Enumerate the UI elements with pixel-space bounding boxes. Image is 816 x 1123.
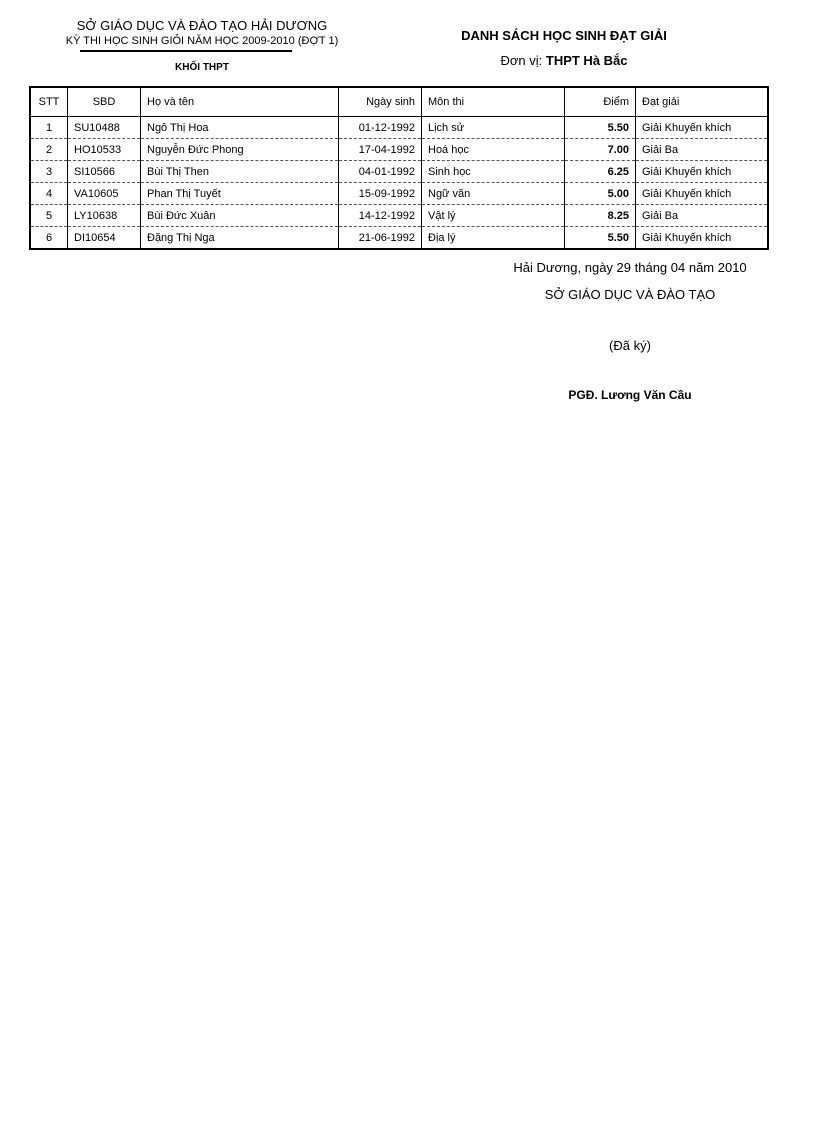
cell-award: Giải Khuyến khích — [636, 183, 769, 205]
cell-sbd: DI10654 — [68, 227, 141, 250]
table-row — [30, 139, 768, 161]
cell-name: Nguyễn Đức Phong — [141, 139, 339, 161]
col-header-sbd: SBD — [68, 87, 141, 117]
cell-sbd: SU10488 — [68, 117, 141, 139]
cell-score: 6.25 — [565, 161, 636, 183]
cell-award: Giải Khuyến khích — [636, 117, 769, 139]
col-header-stt: STT — [30, 87, 68, 117]
cell-sbd: SI10566 — [68, 161, 141, 183]
cell-name: Phan Thị Tuyết — [141, 183, 339, 205]
col-header-name: Họ và tên — [141, 87, 339, 117]
title-underline — [80, 50, 292, 52]
cell-dob: 17-04-1992 — [339, 139, 422, 161]
cell-score: 5.50 — [565, 117, 636, 139]
place-date: Hải Dương, ngày 29 tháng 04 năm 2010 — [513, 260, 747, 275]
cell-subject: Vật lý — [422, 205, 565, 227]
cell-dob: 15-09-1992 — [339, 183, 422, 205]
cell-award: Giải Ba — [636, 205, 769, 227]
col-header-dob: Ngày sinh — [339, 87, 422, 117]
table-row — [30, 205, 768, 227]
cell-score: 5.50 — [565, 227, 636, 250]
cell-subject: Địa lý — [422, 227, 565, 250]
cell-dob: 04-01-1992 — [339, 161, 422, 183]
signed-status: (Đã ký) — [609, 338, 651, 353]
cell-dob: 01-12-1992 — [339, 117, 422, 139]
col-header-award: Đạt giải — [636, 87, 769, 117]
cell-award: Giải Khuyến khích — [636, 161, 769, 183]
school-block: KHỐI THPT — [175, 62, 229, 73]
cell-stt: 1 — [30, 117, 68, 139]
cell-subject: Lịch sử — [422, 117, 565, 139]
cell-dob: 21-06-1992 — [339, 227, 422, 250]
cell-stt: 3 — [30, 161, 68, 183]
cell-subject: Ngữ văn — [422, 183, 565, 205]
cell-stt: 4 — [30, 183, 68, 205]
results-table — [29, 86, 769, 250]
cell-sbd: HO10533 — [68, 139, 141, 161]
cell-stt: 6 — [30, 227, 68, 250]
cell-name: Bùi Đức Xuân — [141, 205, 339, 227]
cell-stt: 5 — [30, 205, 68, 227]
cell-dob: 14-12-1992 — [339, 205, 422, 227]
signing-organization: SỞ GIÁO DỤC VÀ ĐÀO TẠO — [544, 287, 716, 302]
cell-name: Ngô Thị Hoa — [141, 117, 339, 139]
cell-sbd: LY10638 — [68, 205, 141, 227]
table-row — [30, 183, 768, 205]
table-header-row — [30, 87, 768, 117]
cell-name: Bùi Thị Then — [141, 161, 339, 183]
table-row — [30, 161, 768, 183]
cell-score: 7.00 — [565, 139, 636, 161]
cell-stt: 2 — [30, 139, 68, 161]
table-row — [30, 227, 768, 250]
col-header-subject: Môn thi — [422, 87, 565, 117]
cell-score: 5.00 — [565, 183, 636, 205]
unit-line — [396, 53, 732, 68]
table-row — [30, 117, 768, 139]
unit-label: Đơn vị: — [500, 53, 543, 68]
col-header-score: Điểm — [565, 87, 636, 117]
exam-title: KỲ THI HỌC SINH GIỎI NĂM HỌC 2009-2010 (ĐỢT 1) — [65, 35, 339, 47]
cell-score: 8.25 — [565, 205, 636, 227]
signer-name: PGĐ. Lương Văn Cầu — [568, 388, 692, 402]
unit-name: THPT Hà Bắc — [545, 53, 628, 68]
document-title: DANH SÁCH HỌC SINH ĐẠT GIẢI — [461, 28, 667, 43]
cell-award: Giải Khuyến khích — [642, 231, 732, 244]
cell-subject: Hoá học — [422, 139, 565, 161]
cell-sbd: VA10605 — [68, 183, 141, 205]
department-name: SỞ GIÁO DỤC VÀ ĐÀO TẠO HẢI DƯƠNG — [76, 18, 328, 33]
cell-name: Đặng Thị Nga — [141, 227, 339, 250]
cell-subject: Sinh học — [422, 161, 565, 183]
cell-award: Giải Ba — [636, 139, 769, 161]
